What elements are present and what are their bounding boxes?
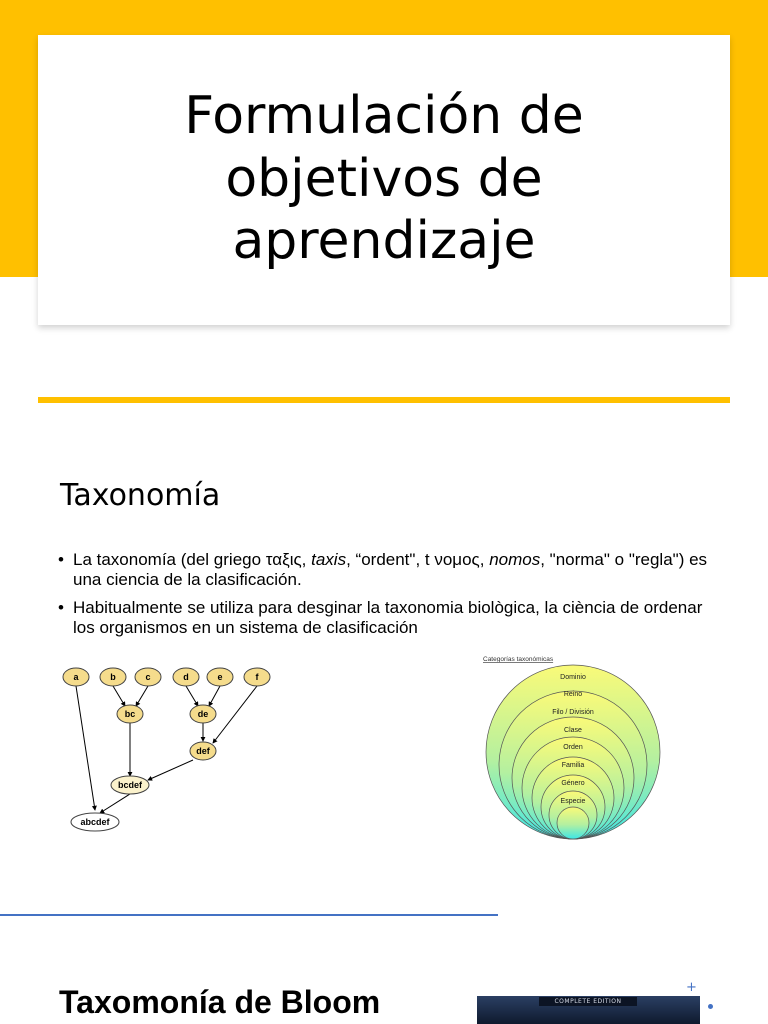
- taxonomy-heading: Taxonomía: [60, 478, 221, 513]
- tree-node-label: def: [196, 746, 210, 756]
- category-label: Clase: [564, 727, 582, 734]
- taxonomic-categories-figure: [480, 652, 665, 847]
- tree-node-label: e: [217, 672, 223, 682]
- bullet-term-taxis: taxis: [311, 550, 347, 569]
- slide-title: Formulación de objetivos de aprendizaje: [184, 86, 584, 272]
- cladogram-figure: [60, 662, 275, 837]
- tree-node-label: b: [110, 672, 116, 682]
- book-edition-label: COMPLETE EDITION: [539, 997, 637, 1006]
- category-label: Familia: [561, 762, 585, 769]
- category-label: Dominio: [560, 674, 586, 681]
- figure-caption: Categorías taxonómicas: [483, 656, 554, 663]
- bullet-text-part: , "norma" o "regla") es una ciencia de la clasificación.: [73, 550, 708, 589]
- book-cover-image: [477, 996, 700, 1024]
- bullet-icon: •: [58, 550, 64, 569]
- category-label: Orden: [563, 744, 583, 751]
- tree-node-label: de: [197, 709, 209, 719]
- tree-node-label: abcdef: [80, 817, 110, 827]
- yellow-divider: [38, 397, 730, 403]
- tree-node-label: c: [145, 672, 151, 682]
- tree-node-label: d: [183, 672, 189, 682]
- bloom-heading: Taxomonía de Bloom: [59, 984, 381, 1020]
- bullet-text: Habitualmente se utiliza para desginar la taxonomia biològica, la ciència de ordenar los organismos en un sistema de clasificación: [73, 598, 703, 637]
- category-label: Reino: [563, 691, 583, 698]
- dot-icon: [708, 1004, 713, 1009]
- bullet-item: [58, 598, 708, 638]
- plus-icon: +: [686, 980, 697, 995]
- taxonomy-bullet-list: [58, 550, 708, 646]
- tree-node-label: a: [73, 672, 79, 682]
- category-label: Género: [561, 780, 585, 787]
- bullet-term-nomos: nomos: [489, 550, 541, 569]
- bullet-icon: •: [58, 598, 64, 617]
- category-label: Filo / División: [552, 709, 594, 716]
- bullet-text-part: , “ordent", t νομος,: [346, 550, 490, 569]
- title-slide: [0, 0, 768, 345]
- category-label: Especie: [560, 798, 586, 805]
- tree-node-label: bcdef: [117, 780, 143, 790]
- title-card: [38, 35, 730, 325]
- tree-node-label: bc: [124, 709, 136, 719]
- bullet-text-part: La taxonomía (del griego ταξις,: [73, 550, 312, 569]
- tree-node-label: f: [255, 672, 259, 682]
- bullet-item: [58, 550, 708, 590]
- blue-divider: [0, 914, 498, 916]
